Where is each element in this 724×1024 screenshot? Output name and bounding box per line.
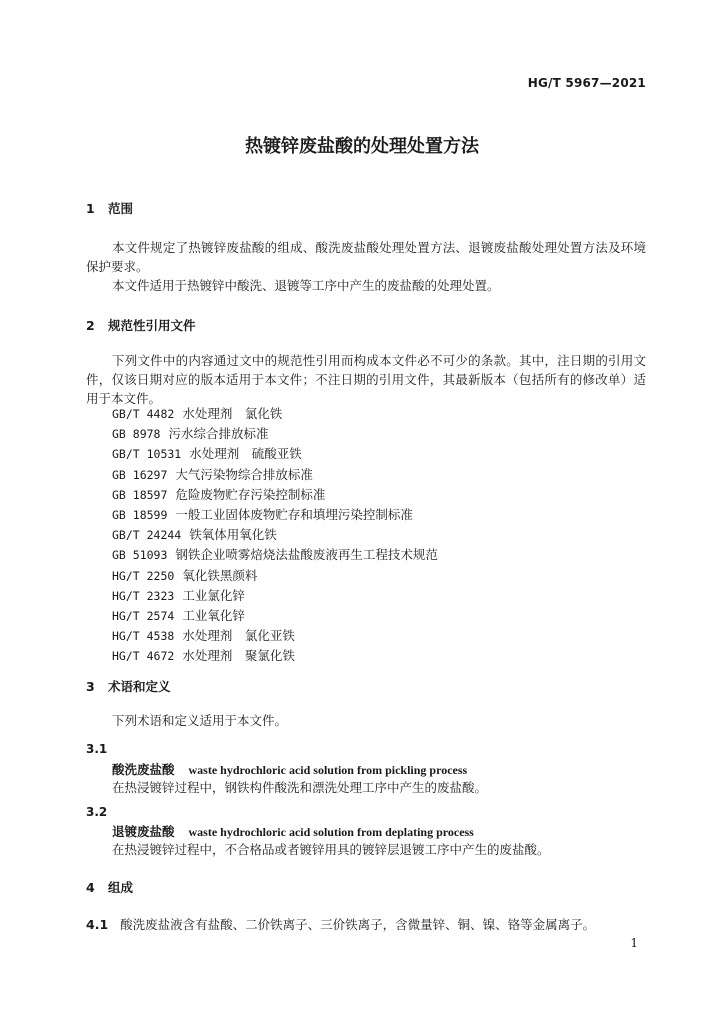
reference-name: 水处理剂 氯化铁 [182,406,283,421]
section-2-heading [86,316,196,334]
reference-code: HG/T 2323 [112,588,175,603]
reference-name: 水处理剂 硫酸亚铁 [189,446,302,462]
clause-4-1 [86,915,595,933]
section-3-heading [86,677,171,695]
term-english: waste hydrochloric acid solution from pickling process [188,763,468,777]
reference-name: 大气污染物综合排放标准 [175,466,313,482]
reference-code: GB/T 4482 [112,407,175,421]
reference-name: 一般工业固体废物贮存和填埋污染控制标准 [175,507,413,523]
reference-item [112,485,438,505]
reference-code: HG/T 2250 [112,568,175,583]
reference-item [112,606,438,626]
reference-code: GB/T 24244 [112,528,182,543]
section-title: 组成 [108,880,134,895]
term-chinese: 酸洗废盐酸 [112,762,175,777]
term-heading [112,760,467,778]
section-number: 4 [86,880,95,895]
reference-item [112,525,438,545]
terms-intro: 下列术语和定义适用于本文件。 [112,713,288,728]
reference-list [112,404,438,667]
scope-paragraph-1: 本文件规定了热镀锌废盐酸的组成、酸洗废盐酸处理处置方法、退镀废盐酸处理处置方法及环境保护要求。 [86,240,646,274]
reference-item [112,424,438,444]
reference-item [112,505,438,525]
reference-code: GB 18599 [112,508,168,523]
section-title: 范围 [108,201,134,216]
clause-text: 酸洗废盐液含有盐酸、二价铁离子、三价铁离子，含微量锌、铜、镍、铬等金属离子。 [120,917,596,932]
term-english: waste hydrochloric acid solution from deplating process [188,825,474,839]
reference-code: HG/T 4672 [112,649,175,664]
reference-item [112,646,438,666]
term-chinese: 退镀废盐酸 [112,824,175,839]
reference-name: 工业氧化锌 [182,608,245,624]
section-title: 规范性引用文件 [108,318,196,333]
section-4-heading [86,878,133,896]
reference-name: 水处理剂 氯化亚铁 [182,628,295,644]
section-title: 术语和定义 [108,679,171,694]
term-number: 3.1 [86,742,108,756]
standard-code: HG/T 5967—2021 [527,76,646,90]
reference-name: 危险废物贮存污染控制标准 [175,486,326,502]
reference-item [112,545,438,565]
reference-name: 铁氧体用氧化铁 [189,527,277,543]
reference-item [112,626,438,646]
reference-name: 氧化铁黑颜料 [182,567,258,583]
reference-code: HG/T 2574 [112,609,175,624]
term-heading [112,822,474,840]
section-number: 3 [86,679,95,694]
reference-code: GB/T 10531 [112,447,182,462]
term-number: 3.2 [86,805,108,819]
reference-item [112,566,438,586]
reference-name: 水处理剂 聚氯化铁 [182,648,295,664]
term-definition: 在热浸镀锌过程中，不合格品或者镀锌用具的镀锌层退镀工序中产生的废盐酸。 [112,842,550,857]
reference-code: GB 16297 [112,467,168,482]
reference-code: GB 51093 [112,548,168,563]
term-definition: 在热浸镀锌过程中，钢铁构件酸洗和漂洗处理工序中产生的废盐酸。 [112,780,488,795]
reference-item [112,586,438,606]
reference-code: GB 8978 [112,427,161,442]
scope-paragraph-2: 本文件适用于热镀锌中酸洗、退镀等工序中产生的废盐酸的处理处置。 [112,278,500,293]
reference-item [112,404,438,424]
reference-item [112,444,438,464]
document-title: 热镀锌废盐酸的处理处置方法 [245,136,479,157]
section-number: 2 [86,318,95,333]
reference-name: 污水综合排放标准 [168,426,269,442]
reference-name: 钢铁企业喷雾焙烧法盐酸废液再生工程技术规范 [175,547,438,563]
section-1-heading [86,199,133,217]
reference-item [112,465,438,485]
page-number: 1 [630,936,638,950]
reference-code: HG/T 4538 [112,629,175,644]
reference-name: 工业氯化锌 [182,587,245,603]
normative-references-intro: 下列文件中的内容通过文中的规范性引用而构成本文件必不可少的条款。其中，注日期的引用文件，仅该日期对应的版本适用于本文件；不注日期的引用文件，其最新版本（包括所有的修改单）适用于本文件。 [86,353,646,406]
reference-code: GB 18597 [112,487,168,502]
section-number: 1 [86,201,95,216]
clause-number: 4.1 [86,917,109,932]
